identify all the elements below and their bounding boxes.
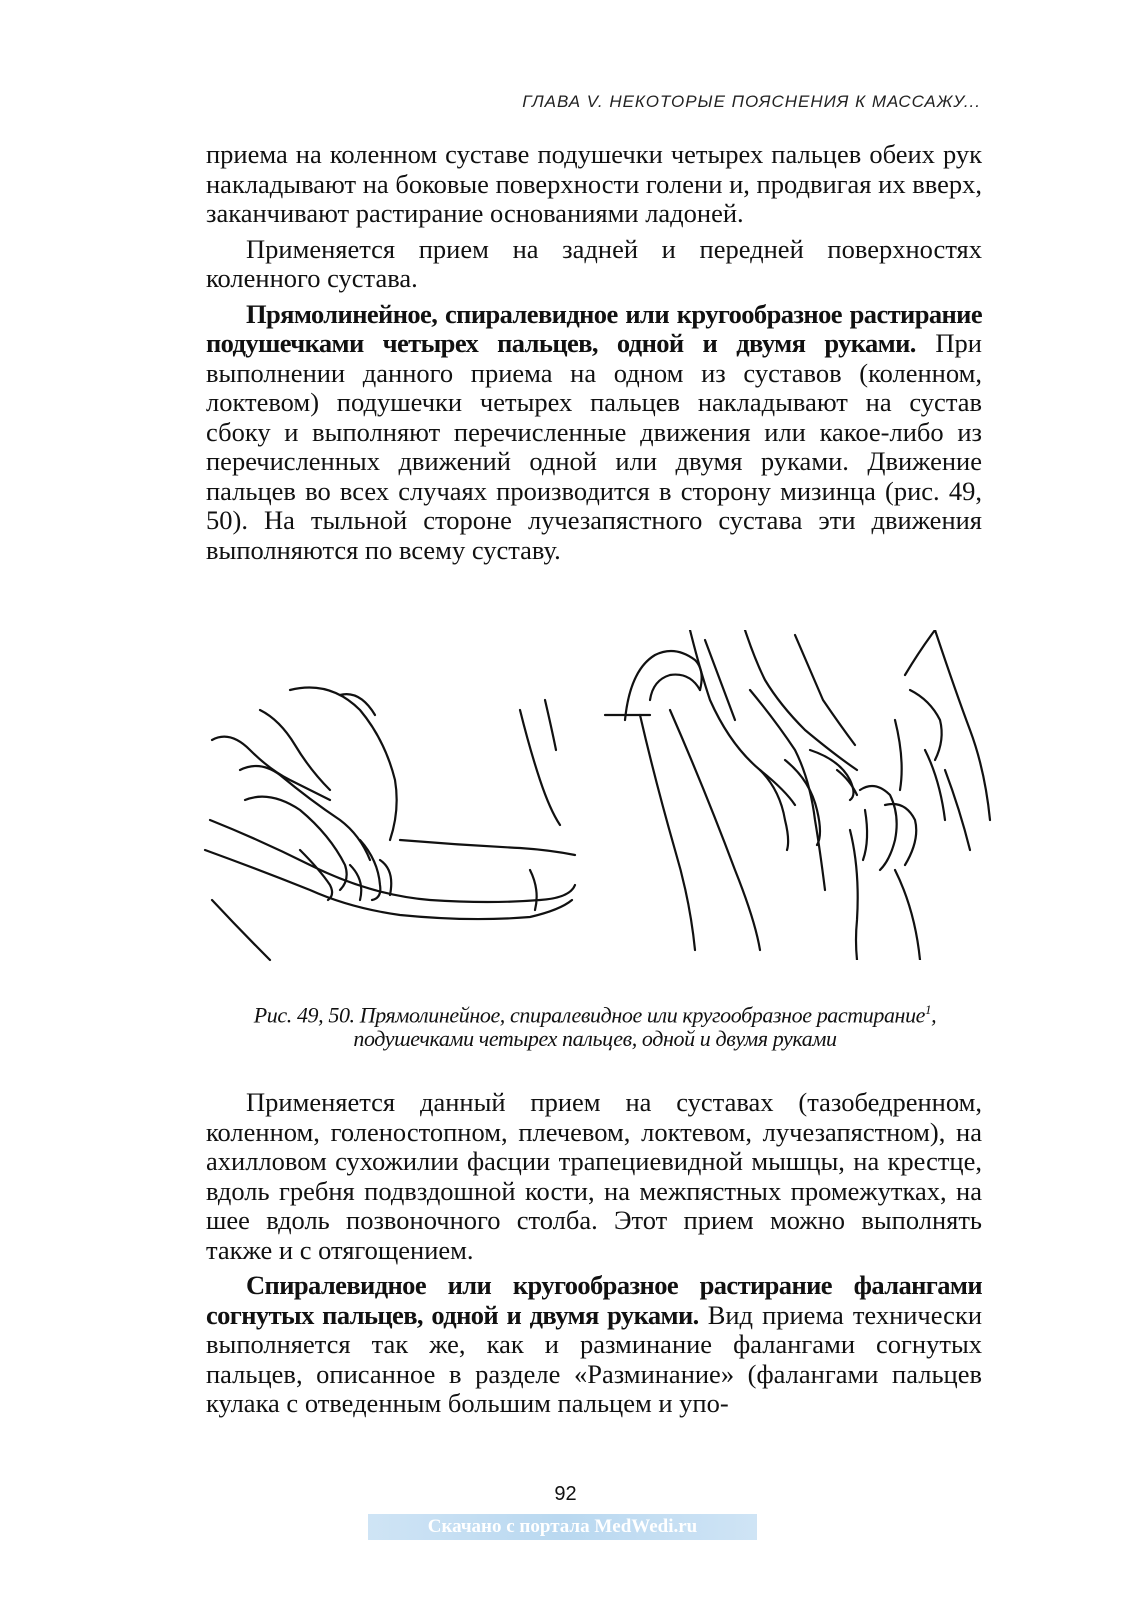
technique-heading: Прямолинейное, спиралевидное или кругообразное растирание подушечками четырех пальцев, одной и двумя руками. <box>206 298 982 358</box>
phalanges-description: Вид приема технически выполняется так же, как и разминание фалангами согнутых пальцев, описанное в разделе «Разминание» (фалангами пальцев кулака с отведенным большим пальцем и упо- <box>206 1299 983 1418</box>
paragraph-continuation: приема на коленном суставе подушечки четырех пальцев обеих рук накладывают на боковые поверхности голени и, продвигая их вверх, заканчивают растирание основаниями ладоней. <box>206 139 982 228</box>
phalanges-heading: Спиралевидное или кругообразное растирание фалангами согнутых пальцев, одной и двумя руками. <box>206 1270 982 1330</box>
caption-line-1 <box>200 998 990 1027</box>
paragraph-phalanges <box>206 1271 982 1419</box>
page-number: 92 <box>554 1483 577 1505</box>
figures-49-50 <box>200 630 990 960</box>
top-text-block <box>206 140 982 571</box>
technique-description: При выполнении данного приема на одном из суставов (коленном, локтевом) подушечки четырех пальцев накладывают на сустав сбоку и выполняют перечисленные движения или какое-либо из перечисленных движений одной или двумя руками. Движение пальцев во всех случаях производится в сторону мизинца (рис. 49, 50). На тыльной стороне лучезапястного сустава эти движения выполняются по всему суставу. <box>206 328 982 565</box>
download-watermark: Скачано с портала MedWedi.ru <box>368 1514 757 1540</box>
bottom-text-block <box>206 1088 982 1425</box>
caption-footnote-mark: 1 <box>925 1002 932 1017</box>
paragraph-joints: Применяется данный прием на суставах (тазобедренном, коленном, голеностопном, плечевом, локтевом, лучезапястном), на ахилловом сухожилии фасции трапециевидной мышцы, на крестце, вдоль гребня подвздошной кости, на межпястных промежутках, на шее вдоль позвоночного столба. Этот прием можно выполнять также и с отягощением. <box>206 1087 982 1265</box>
figure-50-illustration <box>595 630 995 960</box>
caption-text-1: Рис. 49, 50. Прямолинейное, спиралевидное или кругообразное растирание <box>253 1002 926 1028</box>
caption-comma: , <box>931 1002 937 1028</box>
running-header: ГЛАВА V. НЕКОТОРЫЕ ПОЯСНЕНИЯ К МАССАЖУ... <box>522 92 981 111</box>
figure-caption <box>200 998 990 1051</box>
caption-line-2: подушечками четырех пальцев, одной и двумя руками <box>353 1026 837 1052</box>
figure-49-illustration <box>200 670 580 970</box>
paragraph-technique <box>206 300 982 566</box>
paragraph-application: Применяется прием на задней и передней поверхностях коленного сустава. <box>206 233 982 293</box>
